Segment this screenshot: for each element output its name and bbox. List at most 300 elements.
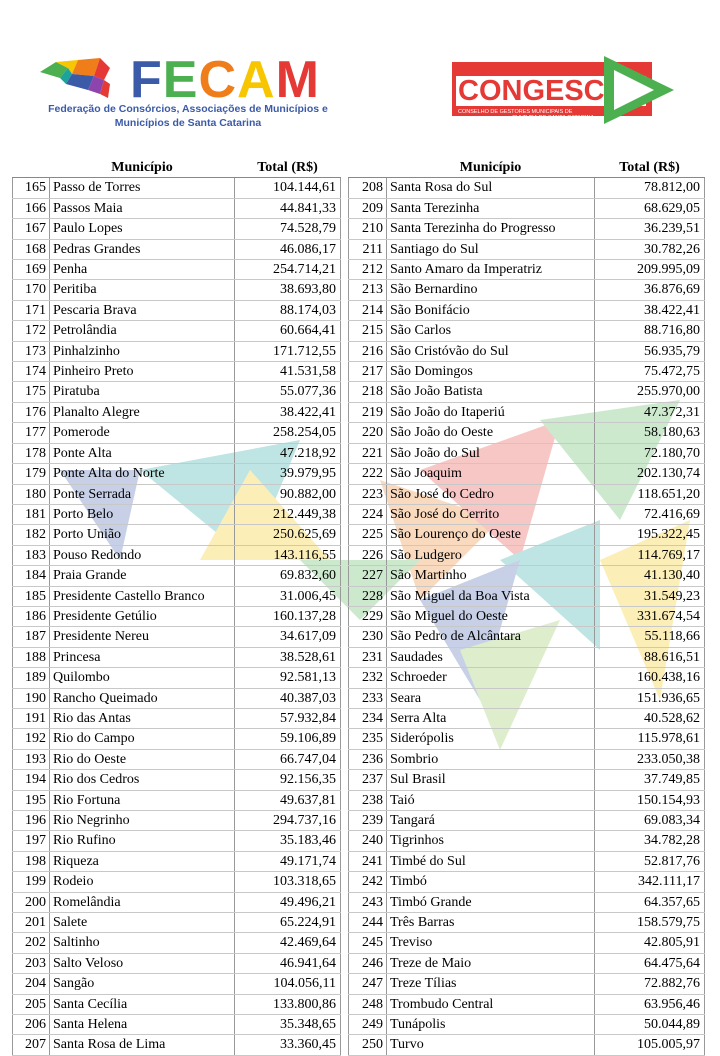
- total-value: 55.077,36: [235, 382, 341, 402]
- table-row: [13, 178, 341, 198]
- table-row: [349, 933, 705, 953]
- total-value: 59.106,89: [235, 729, 341, 749]
- row-number: 195: [13, 790, 50, 810]
- table-row: [349, 974, 705, 994]
- total-value: 78.812,00: [595, 178, 705, 198]
- row-number: 250: [349, 1035, 387, 1055]
- table-row: [349, 586, 705, 606]
- municipality-name: Rio dos Cedros: [50, 770, 235, 790]
- municipality-name: Três Barras: [387, 913, 595, 933]
- municipality-name: Treze Tílias: [387, 974, 595, 994]
- fecam-wordmark: FECAM: [130, 51, 320, 109]
- municipality-name: Siderópolis: [387, 729, 595, 749]
- total-value: 35.348,65: [235, 1015, 341, 1035]
- table-row: [13, 729, 341, 749]
- total-value: 65.224,91: [235, 913, 341, 933]
- municipality-name: Pouso Redondo: [50, 545, 235, 565]
- row-number: 213: [349, 280, 387, 300]
- table-row: [349, 668, 705, 688]
- row-number: 235: [349, 729, 387, 749]
- total-value: 171.712,55: [235, 341, 341, 361]
- total-value: 68.629,05: [595, 198, 705, 218]
- total-value: 202.130,74: [595, 464, 705, 484]
- row-number: 249: [349, 1015, 387, 1035]
- total-value: 35.183,46: [235, 831, 341, 851]
- municipality-name: São José do Cerrito: [387, 504, 595, 524]
- table-row: [349, 851, 705, 871]
- municipio-header: Município: [387, 158, 595, 178]
- table-row: [13, 688, 341, 708]
- table-row: [13, 953, 341, 973]
- table-row: [349, 953, 705, 973]
- table-row: [349, 341, 705, 361]
- table-row: [13, 566, 341, 586]
- row-number: 241: [349, 851, 387, 871]
- row-number: 214: [349, 300, 387, 320]
- table-row: [349, 464, 705, 484]
- total-value: 118.651,20: [595, 484, 705, 504]
- row-number: 187: [13, 627, 50, 647]
- municipality-name: Presidente Nereu: [50, 627, 235, 647]
- table-row: [349, 729, 705, 749]
- total-value: 88.716,80: [595, 321, 705, 341]
- total-value: 294.737,16: [235, 811, 341, 831]
- fecam-subtitle: Federação de Consórcios, Associações de Municípios e Municípios de Santa Catarina: [48, 103, 328, 129]
- row-number: 245: [349, 933, 387, 953]
- table-row: [13, 362, 341, 382]
- municipality-name: Ponte Alta: [50, 443, 235, 463]
- row-number: 166: [13, 198, 50, 218]
- municipality-table-right: [348, 158, 705, 1056]
- row-number: 171: [13, 300, 50, 320]
- row-number: 221: [349, 443, 387, 463]
- row-number: 180: [13, 484, 50, 504]
- row-number: 219: [349, 402, 387, 422]
- table-row: [13, 545, 341, 565]
- row-number: 185: [13, 586, 50, 606]
- row-number: 194: [13, 770, 50, 790]
- table-row: [13, 770, 341, 790]
- total-value: 34.617,09: [235, 627, 341, 647]
- table-row: [13, 872, 341, 892]
- row-number: 198: [13, 851, 50, 871]
- total-value: 38.693,80: [235, 280, 341, 300]
- total-value: 104.144,61: [235, 178, 341, 198]
- municipality-name: Petrolândia: [50, 321, 235, 341]
- total-value: 103.318,65: [235, 872, 341, 892]
- row-number: 165: [13, 178, 50, 198]
- municipality-name: Porto União: [50, 525, 235, 545]
- municipality-name: Planalto Alegre: [50, 402, 235, 422]
- total-value: 69.083,34: [595, 811, 705, 831]
- total-value: 39.979,95: [235, 464, 341, 484]
- total-value: 158.579,75: [595, 913, 705, 933]
- municipality-name: Rio do Oeste: [50, 749, 235, 769]
- table-row: [349, 811, 705, 831]
- total-value: 41.130,40: [595, 566, 705, 586]
- total-value: 342.111,17: [595, 872, 705, 892]
- table-row: [349, 831, 705, 851]
- row-number: 207: [13, 1035, 50, 1055]
- row-number: 197: [13, 831, 50, 851]
- total-value: 74.528,79: [235, 219, 341, 239]
- table-row: [13, 219, 341, 239]
- municipio-header: Município: [50, 158, 235, 178]
- row-number: 182: [13, 525, 50, 545]
- table-row: [349, 423, 705, 443]
- municipality-name: Saudades: [387, 647, 595, 667]
- municipality-name: Santa Rosa de Lima: [50, 1035, 235, 1055]
- row-number: 232: [349, 668, 387, 688]
- table-row: [349, 892, 705, 912]
- table-row: [349, 770, 705, 790]
- total-value: 36.876,69: [595, 280, 705, 300]
- row-number: 177: [13, 423, 50, 443]
- row-number: 236: [349, 749, 387, 769]
- total-value: 58.180,63: [595, 423, 705, 443]
- total-value: 254.714,21: [235, 260, 341, 280]
- row-number: 234: [349, 708, 387, 728]
- total-value: 255.970,00: [595, 382, 705, 402]
- table-row: [13, 198, 341, 218]
- municipality-name: Trombudo Central: [387, 994, 595, 1014]
- row-number: 183: [13, 545, 50, 565]
- municipality-name: Sul Brasil: [387, 770, 595, 790]
- municipality-name: São João do Itaperiú: [387, 402, 595, 422]
- municipality-name: Timbó: [387, 872, 595, 892]
- total-value: 115.978,61: [595, 729, 705, 749]
- table-row: [13, 484, 341, 504]
- congesc-logo: [452, 56, 674, 124]
- table-row: [13, 913, 341, 933]
- total-value: 31.006,45: [235, 586, 341, 606]
- total-value: 88.174,03: [235, 300, 341, 320]
- table-row: [13, 280, 341, 300]
- table-row: [349, 525, 705, 545]
- row-number: 227: [349, 566, 387, 586]
- table-row: [349, 300, 705, 320]
- total-value: 38.422,41: [595, 300, 705, 320]
- index-header: [349, 158, 387, 178]
- row-number: 226: [349, 545, 387, 565]
- total-value: 105.005,97: [595, 1035, 705, 1055]
- table-row: [13, 443, 341, 463]
- table-row: [349, 545, 705, 565]
- row-number: 175: [13, 382, 50, 402]
- municipality-name: Pescaria Brava: [50, 300, 235, 320]
- municipality-name: Rio Fortuna: [50, 790, 235, 810]
- row-number: 209: [349, 198, 387, 218]
- total-value: 38.528,61: [235, 647, 341, 667]
- total-value: 212.449,38: [235, 504, 341, 524]
- table-row: [349, 260, 705, 280]
- table-row: [349, 382, 705, 402]
- municipality-name: São João do Oeste: [387, 423, 595, 443]
- total-value: 92.581,13: [235, 668, 341, 688]
- total-value: 30.782,26: [595, 239, 705, 259]
- municipality-name: Santa Helena: [50, 1015, 235, 1035]
- row-number: 248: [349, 994, 387, 1014]
- total-value: 250.625,69: [235, 525, 341, 545]
- row-number: 188: [13, 647, 50, 667]
- row-number: 243: [349, 892, 387, 912]
- row-number: 222: [349, 464, 387, 484]
- row-number: 230: [349, 627, 387, 647]
- table-row: [13, 606, 341, 626]
- table-row: [349, 1015, 705, 1035]
- municipality-name: Sombrio: [387, 749, 595, 769]
- table-row: [349, 178, 705, 198]
- municipality-name: Rio Negrinho: [50, 811, 235, 831]
- total-value: 41.531,58: [235, 362, 341, 382]
- table-row: [349, 402, 705, 422]
- total-value: 64.475,64: [595, 953, 705, 973]
- table-row: [349, 790, 705, 810]
- total-value: 55.118,66: [595, 627, 705, 647]
- table-row: [13, 321, 341, 341]
- table-row: [349, 443, 705, 463]
- table-row: [349, 1035, 705, 1055]
- row-number: 215: [349, 321, 387, 341]
- row-number: 203: [13, 953, 50, 973]
- municipality-name: Passos Maia: [50, 198, 235, 218]
- municipality-name: Treviso: [387, 933, 595, 953]
- table-row: [349, 708, 705, 728]
- table-row: [13, 300, 341, 320]
- total-value: 63.956,46: [595, 994, 705, 1014]
- svg-text:CULTURA DE SANTA CATARINA: CULTURA DE SANTA CATARINA: [512, 115, 595, 121]
- row-number: 216: [349, 341, 387, 361]
- row-number: 189: [13, 668, 50, 688]
- total-value: 143.116,55: [235, 545, 341, 565]
- municipality-name: São José do Cedro: [387, 484, 595, 504]
- municipality-name: Presidente Castello Branco: [50, 586, 235, 606]
- total-value: 72.180,70: [595, 443, 705, 463]
- total-value: 40.387,03: [235, 688, 341, 708]
- total-value: 114.769,17: [595, 545, 705, 565]
- table-row: [13, 892, 341, 912]
- municipality-name: Praia Grande: [50, 566, 235, 586]
- table-row: [13, 749, 341, 769]
- row-number: 223: [349, 484, 387, 504]
- municipality-name: Paulo Lopes: [50, 219, 235, 239]
- municipality-name: Rio do Campo: [50, 729, 235, 749]
- table-row: [349, 219, 705, 239]
- total-value: 38.422,41: [235, 402, 341, 422]
- municipality-name: Porto Belo: [50, 504, 235, 524]
- row-number: 184: [13, 566, 50, 586]
- municipality-name: Quilombo: [50, 668, 235, 688]
- table-row: [13, 1035, 341, 1055]
- total-value: 150.154,93: [595, 790, 705, 810]
- total-value: 133.800,86: [235, 994, 341, 1014]
- total-value: 160.438,16: [595, 668, 705, 688]
- municipality-name: Turvo: [387, 1035, 595, 1055]
- table-row: [13, 586, 341, 606]
- total-value: 233.050,38: [595, 749, 705, 769]
- santa-catarina-map-icon: [38, 54, 118, 104]
- row-number: 246: [349, 953, 387, 973]
- total-value: 49.171,74: [235, 851, 341, 871]
- row-number: 169: [13, 260, 50, 280]
- total-value: 66.747,04: [235, 749, 341, 769]
- table-row: [13, 402, 341, 422]
- table-row: [349, 749, 705, 769]
- row-number: 170: [13, 280, 50, 300]
- total-value: 49.637,81: [235, 790, 341, 810]
- total-value: 195.322,45: [595, 525, 705, 545]
- municipality-name: Salete: [50, 913, 235, 933]
- municipality-name: Tangará: [387, 811, 595, 831]
- table-row: [349, 504, 705, 524]
- total-value: 31.549,23: [595, 586, 705, 606]
- row-number: 199: [13, 872, 50, 892]
- table-row: [349, 606, 705, 626]
- total-value: 160.137,28: [235, 606, 341, 626]
- table-row: [13, 974, 341, 994]
- table-row: [13, 668, 341, 688]
- table-row: [349, 994, 705, 1014]
- row-number: 201: [13, 913, 50, 933]
- total-value: 49.496,21: [235, 892, 341, 912]
- municipality-name: São João do Sul: [387, 443, 595, 463]
- total-value: 331.674,54: [595, 606, 705, 626]
- row-number: 178: [13, 443, 50, 463]
- table-row: [13, 627, 341, 647]
- row-number: 247: [349, 974, 387, 994]
- table-row: [13, 1015, 341, 1035]
- row-number: 190: [13, 688, 50, 708]
- municipality-name: Santa Terezinha do Progresso: [387, 219, 595, 239]
- row-number: 217: [349, 362, 387, 382]
- row-number: 224: [349, 504, 387, 524]
- row-number: 210: [349, 219, 387, 239]
- row-number: 220: [349, 423, 387, 443]
- fecam-logo: [38, 50, 348, 135]
- row-number: 211: [349, 239, 387, 259]
- table-row: [349, 566, 705, 586]
- total-value: 209.995,09: [595, 260, 705, 280]
- table-row: [13, 525, 341, 545]
- total-value: 33.360,45: [235, 1035, 341, 1055]
- table-row: [13, 260, 341, 280]
- municipality-name: Serra Alta: [387, 708, 595, 728]
- table-row: [13, 423, 341, 443]
- row-number: 193: [13, 749, 50, 769]
- row-number: 239: [349, 811, 387, 831]
- table-row: [13, 464, 341, 484]
- row-number: 196: [13, 811, 50, 831]
- table-row: [13, 708, 341, 728]
- table-row: [349, 484, 705, 504]
- municipality-name: Tigrinhos: [387, 831, 595, 851]
- table-row: [349, 198, 705, 218]
- row-number: 204: [13, 974, 50, 994]
- municipality-name: Schroeder: [387, 668, 595, 688]
- total-value: 56.935,79: [595, 341, 705, 361]
- table-row: [349, 321, 705, 341]
- row-number: 233: [349, 688, 387, 708]
- row-number: 238: [349, 790, 387, 810]
- total-value: 46.941,64: [235, 953, 341, 973]
- table-row: [13, 933, 341, 953]
- municipality-name: Penha: [50, 260, 235, 280]
- row-number: 186: [13, 606, 50, 626]
- municipality-name: São João Batista: [387, 382, 595, 402]
- table-row: [13, 239, 341, 259]
- total-value: 69.832,60: [235, 566, 341, 586]
- total-value: 72.882,76: [595, 974, 705, 994]
- municipality-name: Pomerode: [50, 423, 235, 443]
- municipality-name: Ponte Serrada: [50, 484, 235, 504]
- municipality-name: Pinheiro Preto: [50, 362, 235, 382]
- total-value: 60.664,41: [235, 321, 341, 341]
- municipality-name: Rio Rufino: [50, 831, 235, 851]
- total-value: 90.882,00: [235, 484, 341, 504]
- row-number: 208: [349, 178, 387, 198]
- row-number: 240: [349, 831, 387, 851]
- table-row: [349, 280, 705, 300]
- row-number: 167: [13, 219, 50, 239]
- total-value: 42.805,91: [595, 933, 705, 953]
- municipality-name: São Martinho: [387, 566, 595, 586]
- municipality-name: Santa Rosa do Sul: [387, 178, 595, 198]
- municipality-name: São Carlos: [387, 321, 595, 341]
- municipality-name: São Pedro de Alcântara: [387, 627, 595, 647]
- total-value: 42.469,64: [235, 933, 341, 953]
- total-value: 37.749,85: [595, 770, 705, 790]
- municipality-name: Pinhalzinho: [50, 341, 235, 361]
- total-value: 151.936,65: [595, 688, 705, 708]
- municipality-name: Rio das Antas: [50, 708, 235, 728]
- municipality-name: Peritiba: [50, 280, 235, 300]
- svg-text:CONSELHO DE GESTORES MUNICIPAI: CONSELHO DE GESTORES MUNICIPAIS DE: [458, 109, 573, 115]
- total-value: 47.372,31: [595, 402, 705, 422]
- row-number: 179: [13, 464, 50, 484]
- municipality-name: Passo de Torres: [50, 178, 235, 198]
- row-number: 237: [349, 770, 387, 790]
- municipality-name: Ponte Alta do Norte: [50, 464, 235, 484]
- total-value: 44.841,33: [235, 198, 341, 218]
- municipality-name: Piratuba: [50, 382, 235, 402]
- row-number: 205: [13, 994, 50, 1014]
- row-number: 244: [349, 913, 387, 933]
- index-header: [13, 158, 50, 178]
- row-number: 172: [13, 321, 50, 341]
- total-header: Total (R$): [235, 158, 341, 178]
- municipality-name: São Bernardino: [387, 280, 595, 300]
- table-row: [13, 341, 341, 361]
- table-row: [349, 913, 705, 933]
- table-row: [13, 790, 341, 810]
- row-number: 168: [13, 239, 50, 259]
- total-value: 92.156,35: [235, 770, 341, 790]
- total-header: Total (R$): [595, 158, 705, 178]
- row-number: 174: [13, 362, 50, 382]
- municipality-name: São Bonifácio: [387, 300, 595, 320]
- municipality-name: Tunápolis: [387, 1015, 595, 1035]
- municipality-name: Rodeio: [50, 872, 235, 892]
- municipality-name: Salto Veloso: [50, 953, 235, 973]
- total-value: 40.528,62: [595, 708, 705, 728]
- table-row: [13, 811, 341, 831]
- table-row: [13, 504, 341, 524]
- municipality-name: São Miguel do Oeste: [387, 606, 595, 626]
- total-value: 75.472,75: [595, 362, 705, 382]
- svg-text:CONGESC: CONGESC: [458, 75, 605, 107]
- municipality-name: Presidente Getúlio: [50, 606, 235, 626]
- municipality-name: Romelândia: [50, 892, 235, 912]
